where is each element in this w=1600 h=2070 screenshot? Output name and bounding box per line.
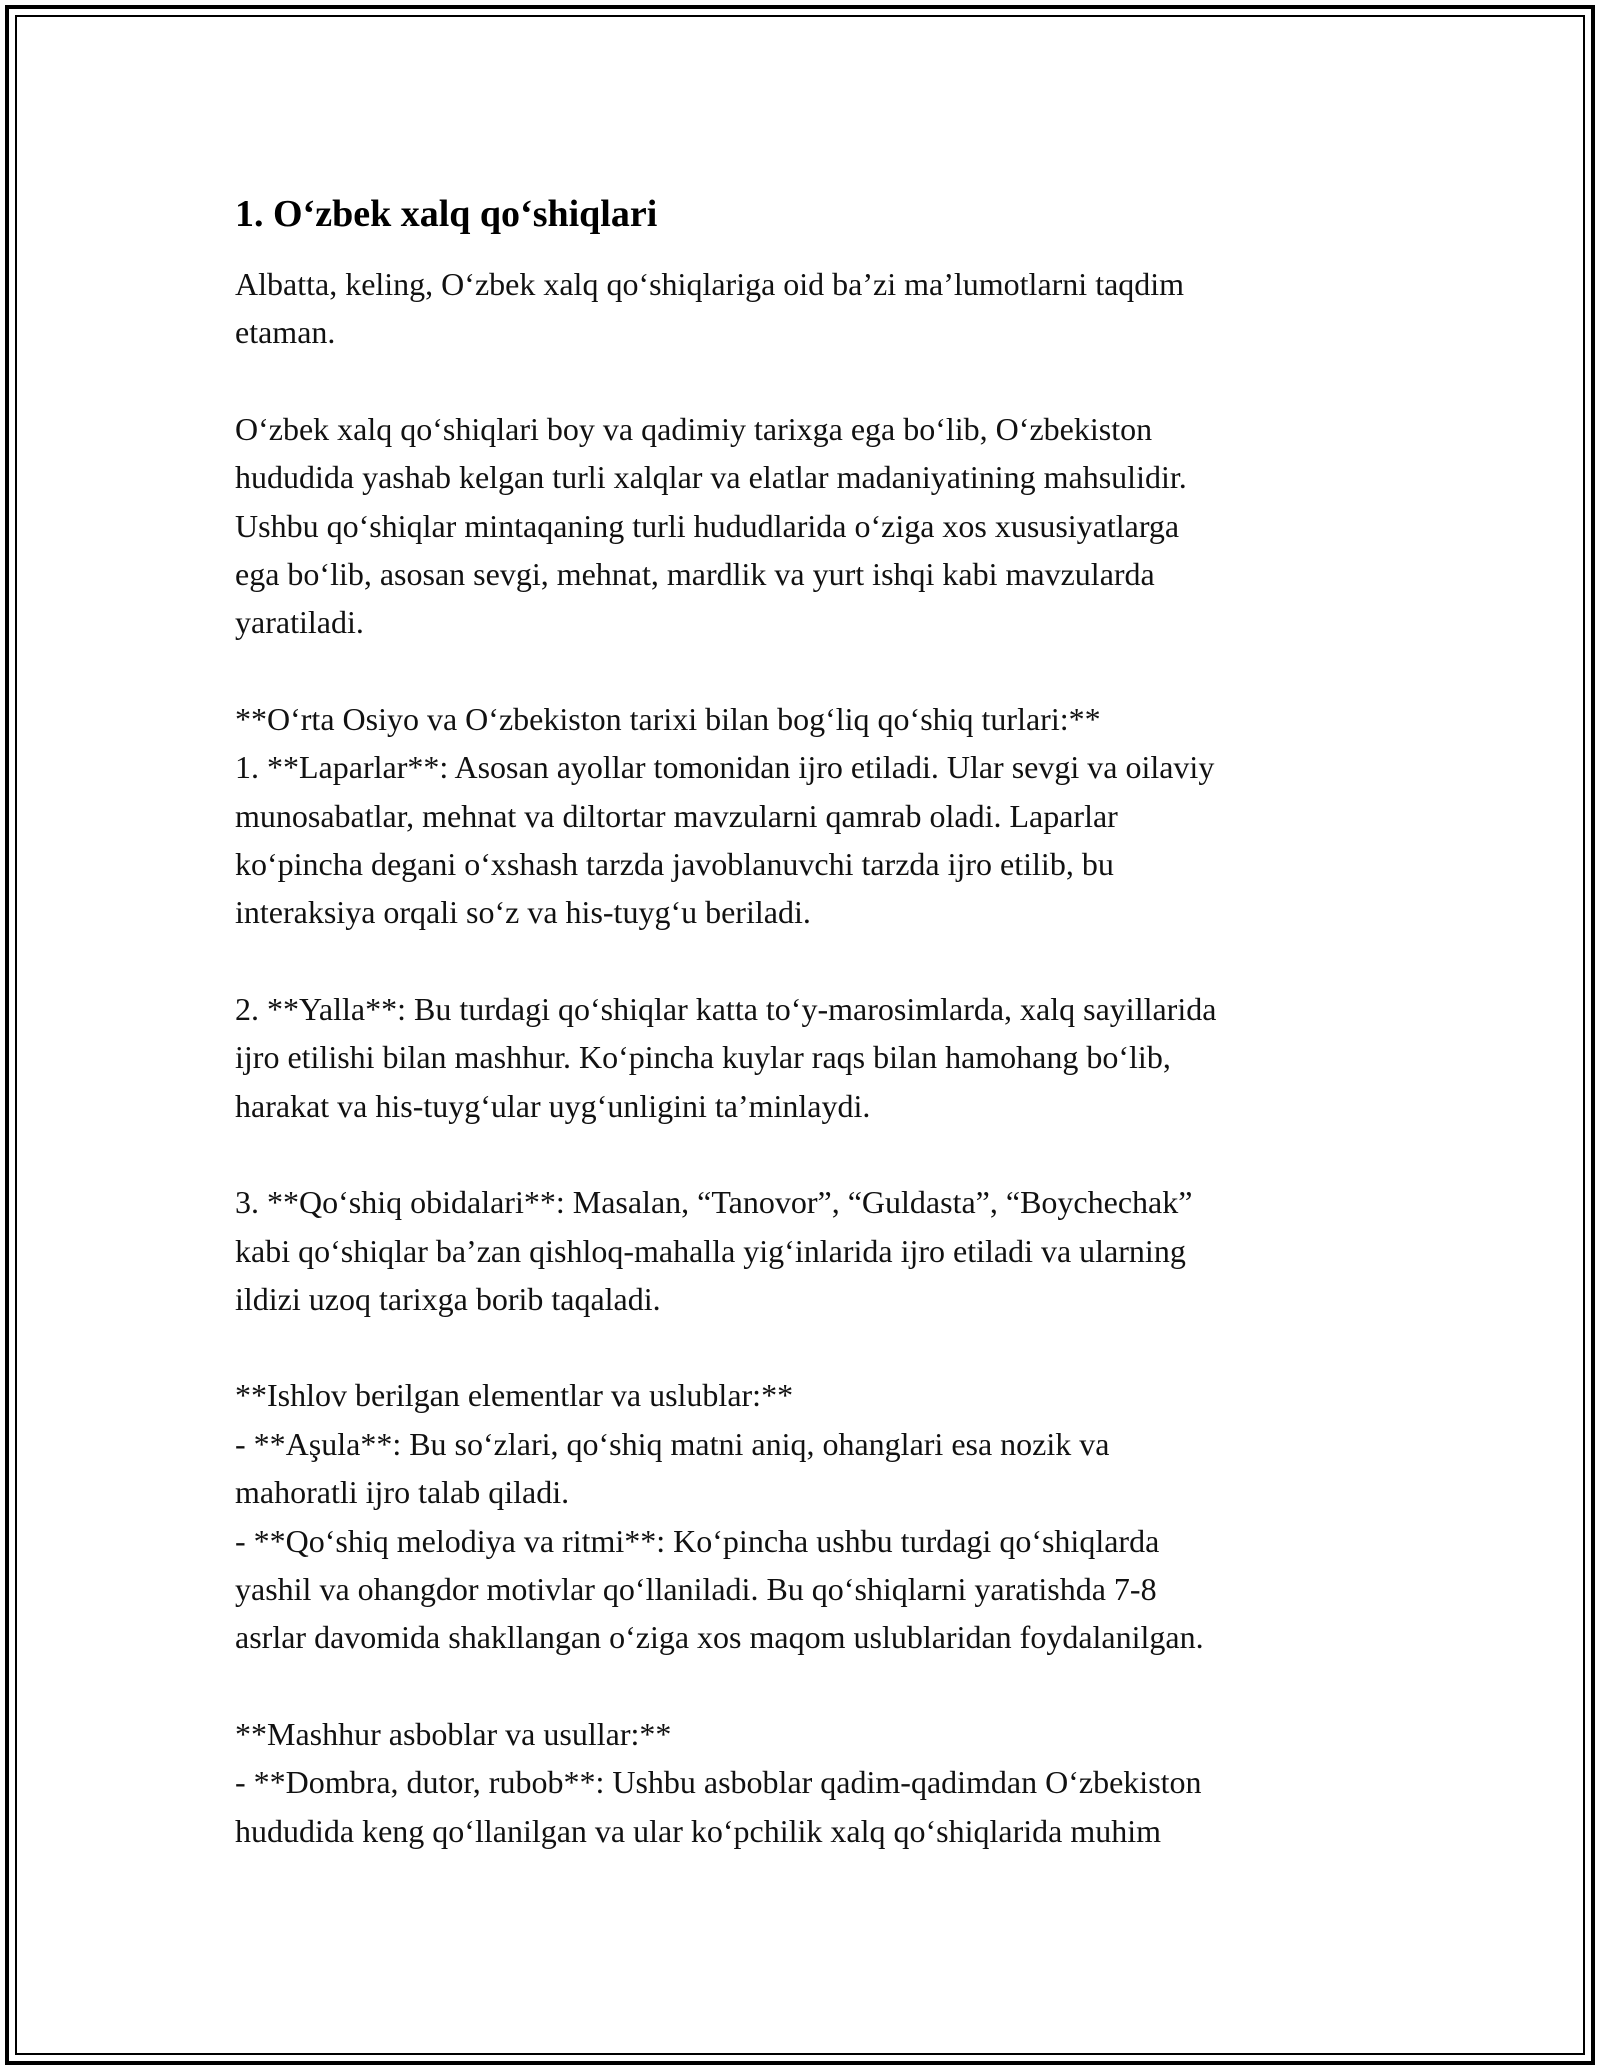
text-line: Ushbu qo‘shiqlar mintaqaning turli hududlarida o‘ziga xos xususiyatlarga — [235, 507, 1180, 544]
text-line: mahoratli ijro talab qiladi. — [235, 1474, 570, 1511]
text-line: O‘zbek xalq qo‘shiqlari boy va qadimiy tarixga ega bo‘lib, O‘zbekiston — [235, 410, 1153, 447]
document-title: 1. O‘zbek xalq qo‘shiqlari — [235, 193, 658, 235]
section-heading: **Ishlov berilgan elementlar va uslublar:** — [235, 1377, 794, 1414]
section-heading: **O‘rta Osiyo va O‘zbekiston tarixi bilan bog‘liq qo‘shiq turlari:** — [235, 700, 1101, 737]
list-item-song-monuments — [235, 1178, 1375, 1323]
text-line: - **Aşula**: Bu so‘zlari, qo‘shiq matni aniq, ohanglari esa nozik va — [235, 1425, 1110, 1462]
text-line: ijro etilishi bilan mashhur. Ko‘pincha kuylar raqs bilan hamohang bo‘lib, — [235, 1039, 1171, 1076]
text-line: 1. **Laparlar**: Asosan ayollar tomonidan ijro etiladi. Ular sevgi va oilaviy — [235, 749, 1215, 786]
document-body — [235, 188, 1375, 1903]
section-styles — [235, 1371, 1375, 1661]
paragraph-intro — [235, 260, 1375, 357]
text-line: 2. **Yalla**: Bu turdagi qo‘shiqlar katta to‘y-marosimlarda, xalq sayillarida — [235, 990, 1217, 1027]
text-line: munosabatlar, mehnat va diltortar mavzularni qamrab oladi. Laparlar — [235, 797, 1118, 834]
list-item-yalla — [235, 985, 1375, 1130]
section-song-types — [235, 695, 1375, 937]
section-instruments — [235, 1710, 1375, 1855]
text-line: - **Dombra, dutor, rubob**: Ushbu asboblar qadim-qadimdan O‘zbekiston — [235, 1764, 1202, 1801]
text-line: 3. **Qo‘shiq obidalari**: Masalan, “Tanovor”, “Guldasta”, “Boychechak” — [235, 1184, 1193, 1221]
text-line: hududida yashab kelgan turli xalqlar va elatlar madaniyatining mahsulidir. — [235, 459, 1187, 496]
text-line: interaksiya orqali so‘z va his-tuyg‘u beriladi. — [235, 894, 811, 931]
text-line: Albatta, keling, O‘zbek xalq qo‘shiqlariga oid ba’zi ma’lumotlarni taqdim — [235, 266, 1185, 302]
paragraph-overview — [235, 405, 1375, 647]
text-line: kabi qo‘shiqlar ba’zan qishloq-mahalla yig‘inlarida ijro etiladi va ularning — [235, 1232, 1186, 1269]
text-line: - **Qo‘shiq melodiya va ritmi**: Ko‘pincha ushbu turdagi qo‘shiqlarda — [235, 1522, 1160, 1559]
text-line: ega bo‘lib, asosan sevgi, mehnat, mardlik va yurt ishqi kabi mavzularda — [235, 556, 1155, 593]
text-line: yashil va ohangdor motivlar qo‘llaniladi. Bu qo‘shiqlarni yaratishda 7-8 — [235, 1570, 1157, 1607]
text-line: yaratiladi. — [235, 604, 364, 641]
text-line: hududida keng qo‘llanilgan va ular ko‘pchilik xalq qo‘shiqlarida muhim — [235, 1812, 1162, 1849]
text-line: etaman. — [235, 314, 336, 351]
text-line: harakat va his-tuyg‘ular uyg‘unligini ta’minlaydi. — [235, 1087, 871, 1124]
text-line: asrlar davomida shakllangan o‘ziga xos maqom uslublaridan foydalanilgan. — [235, 1619, 1204, 1656]
text-line: ko‘pincha degani o‘xshash tarzda javoblanuvchi tarzda ijro etilib, bu — [235, 846, 1114, 883]
text-line: ildizi uzoq tarixga borib taqaladi. — [235, 1280, 661, 1317]
section-heading: **Mashhur asboblar va usullar:** — [235, 1715, 672, 1752]
